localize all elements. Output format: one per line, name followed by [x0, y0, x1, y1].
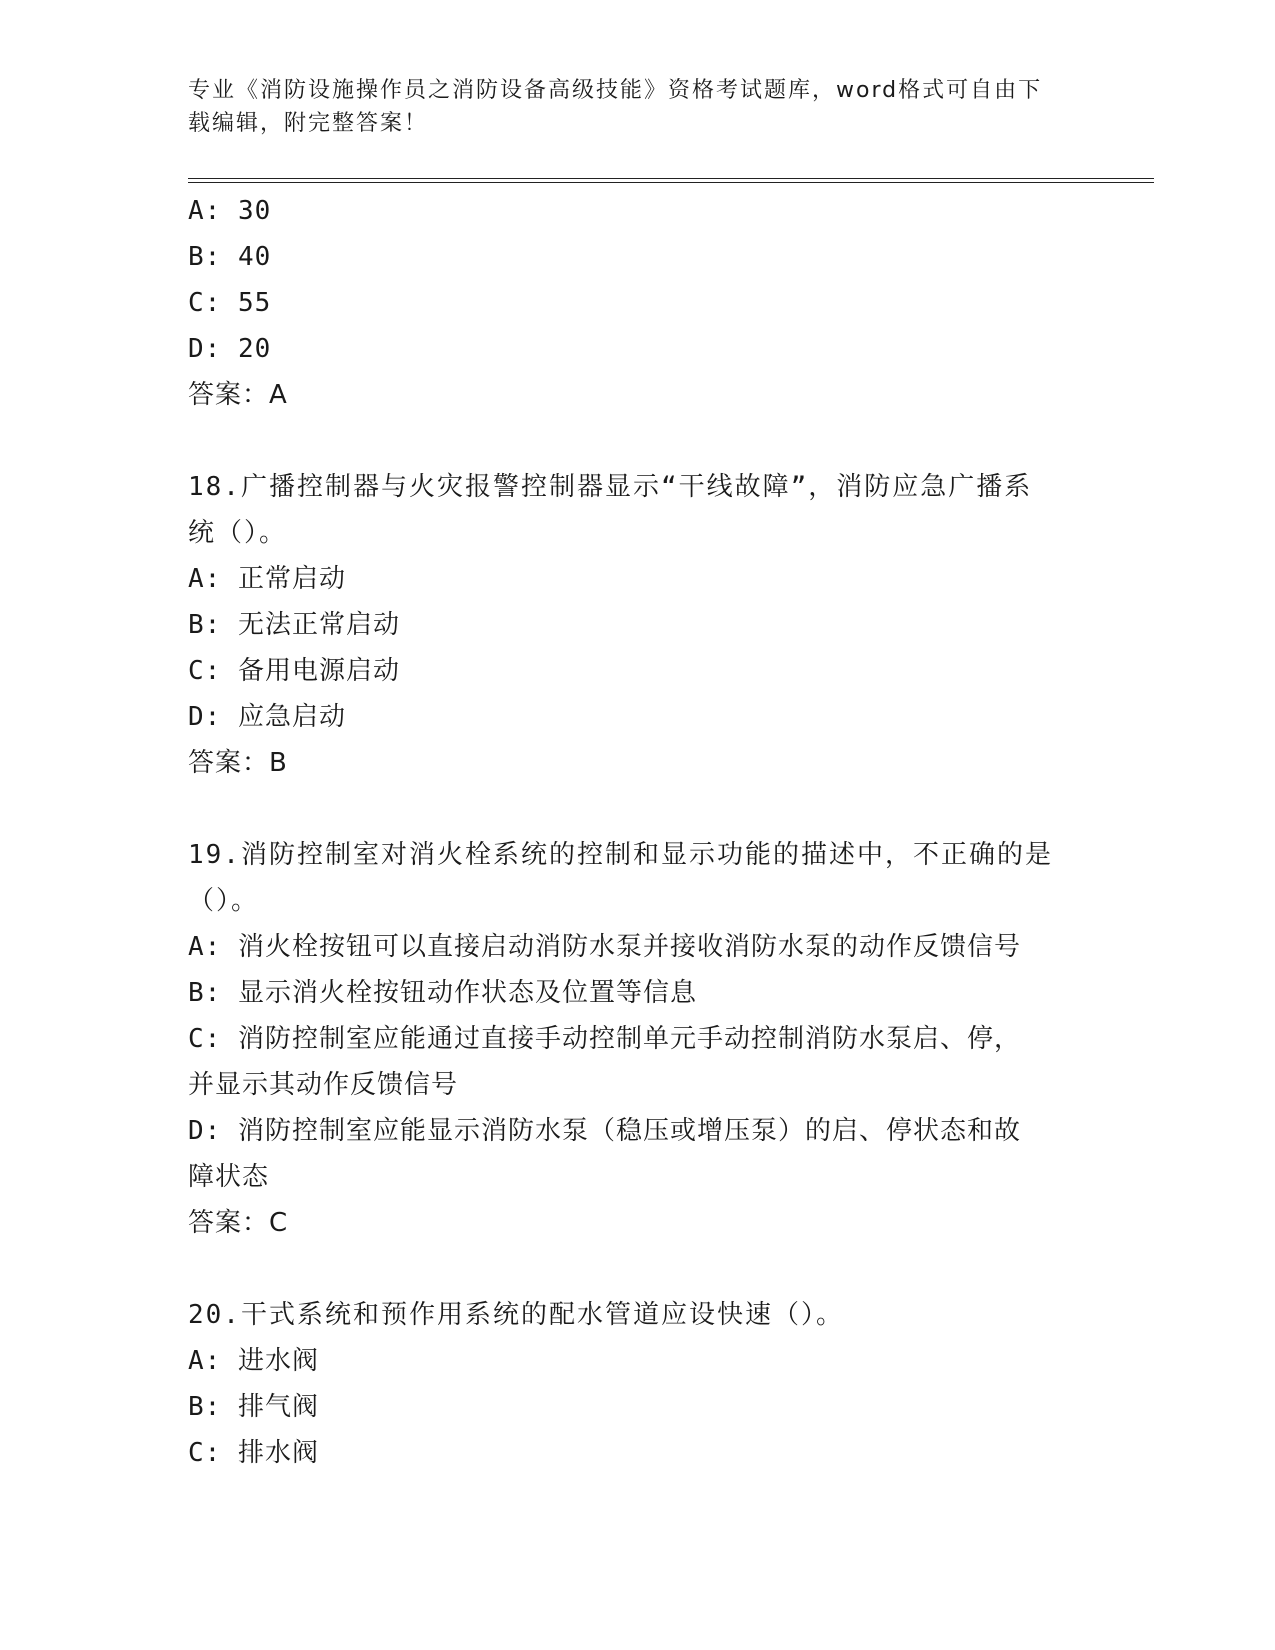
question-list [188, 188, 1088, 1476]
question-18 [188, 464, 1088, 786]
question-20 [188, 1292, 1088, 1476]
option-d-cont: 障状态 [188, 1162, 270, 1192]
question-title-cont: 统（）。 [188, 518, 288, 548]
question-title: 20.干式系统和预作用系统的配水管道应设快速（）。 [188, 1300, 844, 1330]
answer: 答案：A [188, 380, 288, 410]
answer: 答案：B [188, 748, 288, 778]
option-a: A: 消火栓按钮可以直接启动消防水泵并接收消防水泵的动作反馈信号 [188, 932, 1021, 962]
option-c: C: 备用电源启动 [188, 656, 400, 686]
question-title: 19.消防控制室对消火栓系统的控制和显示功能的描述中，不正确的是 [188, 840, 1053, 870]
document-header [188, 74, 1068, 140]
option-d: D: 应急启动 [188, 702, 346, 732]
header-divider-top [188, 178, 1154, 179]
question-title-cont: （）。 [188, 886, 260, 916]
question-17 [188, 188, 1088, 418]
question-title: 18.广播控制器与火灾报警控制器显示“干线故障”，消防应急广播系 [188, 472, 1033, 502]
answer: 答案：C [188, 1208, 289, 1238]
header-divider-bottom [188, 182, 1154, 183]
option-d: D: 20 [188, 334, 272, 364]
option-d: D: 消防控制室应能显示消防水泵（稳压或增压泵）的启、停状态和故 [188, 1116, 1021, 1146]
option-b: B: 无法正常启动 [188, 610, 400, 640]
header-line-1: 专业《消防设施操作员之消防设备高级技能》资格考试题库，word格式可自由下 [188, 78, 1043, 103]
question-19 [188, 832, 1088, 1246]
header-line-2: 载编辑，附完整答案！ [188, 111, 429, 136]
option-a: A: 30 [188, 196, 272, 226]
option-c: C: 55 [188, 288, 272, 318]
option-b: B: 排气阀 [188, 1392, 319, 1422]
option-c: C: 排水阀 [188, 1438, 319, 1468]
option-c-cont: 并显示其动作反馈信号 [188, 1070, 459, 1100]
option-b: B: 40 [188, 242, 272, 272]
option-a: A: 进水阀 [188, 1346, 319, 1376]
option-b: B: 显示消火栓按钮动作状态及位置等信息 [188, 978, 697, 1008]
option-c: C: 消防控制室应能通过直接手动控制单元手动控制消防水泵启、停， [188, 1024, 1021, 1054]
option-a: A: 正常启动 [188, 564, 346, 594]
